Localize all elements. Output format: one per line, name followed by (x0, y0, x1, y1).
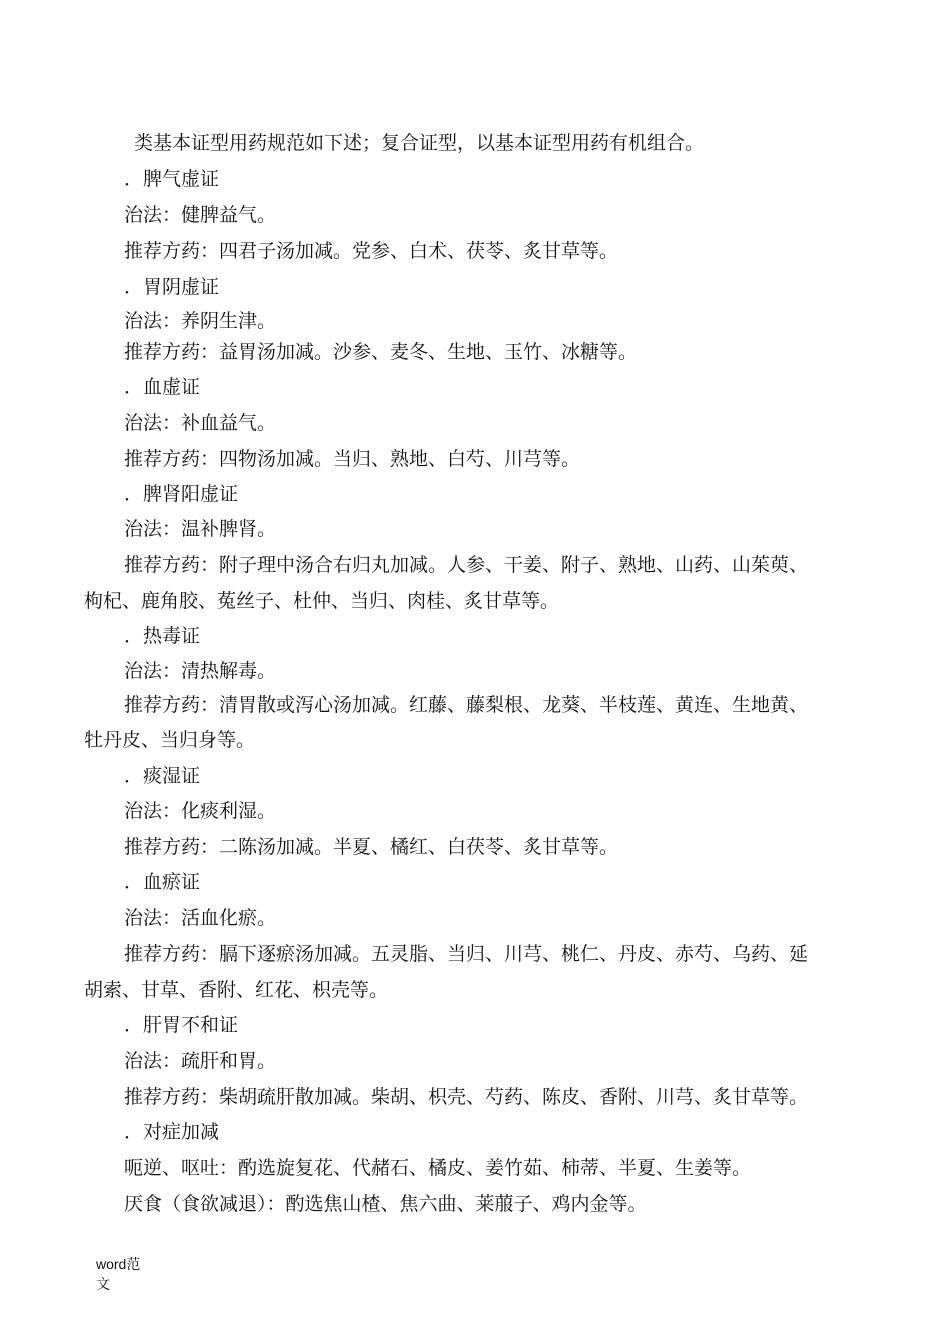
treatment-method: 治法：活血化瘀。 (124, 907, 277, 929)
recommended-recipe: 推荐方药：清胃散或泻心汤加减。红藤、藤梨根、龙葵、半枝莲、黄连、生地黄、 (124, 694, 809, 716)
intro-text: 类基本证型用药规范如下述；复合证型，以基本证型用药有机组合。 (134, 132, 705, 154)
recommended-recipe: 推荐方药：益胃汤加减。沙参、麦冬、生地、玉竹、冰糖等。 (124, 341, 638, 363)
section-heading: ．脾气虚证 (124, 168, 220, 190)
treatment-method: 治法：化痰利湿。 (124, 800, 277, 822)
recommended-recipe: 推荐方药：膈下逐瘀汤加减。五灵脂、当归、川芎、桃仁、丹皮、赤芍、乌药、延 (124, 943, 809, 965)
treatment-method: 治法：温补脾肾。 (124, 518, 277, 540)
recommended-recipe: 推荐方药：四物汤加减。当归、熟地、白芍、川芎等。 (124, 448, 581, 470)
footer-line: word范 (96, 1256, 141, 1272)
section-heading: ．胃阴虚证 (124, 276, 220, 298)
section-heading: ．痰湿证 (124, 765, 201, 787)
recommended-recipe-continued: 牡丹皮、当归身等。 (84, 729, 256, 751)
page-footer (96, 1254, 176, 1294)
section-heading: ．对症加减 (124, 1121, 220, 1143)
treatment-method: 治法：清热解毒。 (124, 660, 277, 682)
recommended-recipe-continued: 枸杞、鹿角胶、菟丝子、杜仲、当归、肉桂、炙甘草等。 (84, 590, 560, 612)
treatment-method: 治法：补血益气。 (124, 412, 277, 434)
recommended-recipe: 推荐方药：二陈汤加减。半夏、橘红、白茯苓、炙甘草等。 (124, 836, 619, 858)
treatment-method: 治法：健脾益气。 (124, 204, 277, 226)
symptom-adjustment: 厌食（食欲减退）：酌选焦山楂、焦六曲、莱菔子、鸡内金等。 (124, 1193, 647, 1215)
recommended-recipe: 推荐方药：四君子汤加减。党参、白术、茯苓、炙甘草等。 (124, 240, 619, 262)
recommended-recipe-continued: 胡索、甘草、香附、红花、枳壳等。 (84, 979, 389, 1001)
symptom-adjustment: 呃逆、呕吐：酌选旋复花、代赭石、橘皮、姜竹茹、柿蒂、半夏、生姜等。 (124, 1157, 752, 1179)
treatment-method: 治法：养阴生津。 (124, 310, 277, 332)
section-heading: ．血虚证 (124, 376, 201, 398)
section-heading: ．血瘀证 (124, 871, 201, 893)
section-heading: ．脾肾阳虚证 (124, 483, 239, 505)
section-heading: ．肝胃不和证 (124, 1014, 239, 1036)
recommended-recipe: 推荐方药：柴胡疏肝散加减。柴胡、枳壳、芍药、陈皮、香附、川芎、炙甘草等。 (124, 1086, 809, 1108)
section-heading: ．热毒证 (124, 625, 201, 647)
recommended-recipe: 推荐方药：附子理中汤合右归丸加减。人参、干姜、附子、熟地、山药、山茱萸、 (124, 554, 809, 576)
treatment-method: 治法：疏肝和胃。 (124, 1050, 277, 1072)
footer-line: 文 (96, 1276, 110, 1292)
